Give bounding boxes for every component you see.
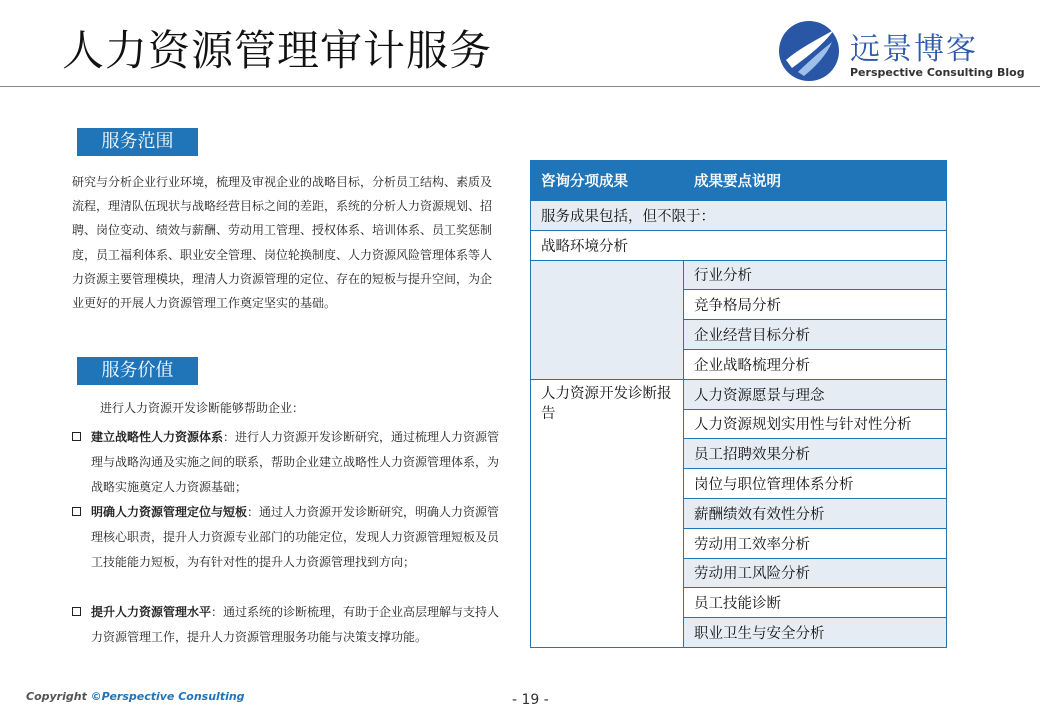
table-cell-item: 职业卫生与安全分析 xyxy=(684,618,947,648)
copyright-notice xyxy=(26,690,245,703)
checkbox-bullet-icon xyxy=(72,607,81,616)
logo-chinese-name: 远景博客 xyxy=(850,32,978,67)
table-cell-strategy: 战略环境分析 xyxy=(531,230,947,260)
value-bullet xyxy=(72,600,502,650)
table-cell-item: 劳动用工效率分析 xyxy=(684,528,947,558)
checkbox-bullet-icon xyxy=(72,432,81,441)
table-cell-hr-label: 人力资源开发诊断报告 xyxy=(531,379,684,647)
table-cell-item: 企业经营目标分析 xyxy=(684,320,947,350)
table-row xyxy=(531,379,947,409)
copyright-prefix: Copyright xyxy=(26,690,91,703)
table-header-col2: 成果要点说明 xyxy=(684,161,947,201)
bullet-body: ：进行人力资源开发诊断研究，通过梳理人力资源管理与战略沟通及实施之间的联系，帮助企业建立战略性人力资源管理体系，为战略实施奠定人力资源基础； xyxy=(91,430,500,494)
value-bullet xyxy=(72,500,502,575)
table-row xyxy=(531,201,947,231)
table-cell-item: 薪酬绩效有效性分析 xyxy=(684,498,947,528)
table-row xyxy=(531,260,947,290)
table-header-row xyxy=(531,161,947,201)
bullet-heading: 提升人力资源管理水平 xyxy=(91,605,212,619)
table-cell-item: 人力资源规划实用性与针对性分析 xyxy=(684,409,947,439)
table-cell-item: 岗位与职位管理体系分析 xyxy=(684,469,947,499)
table-cell-item: 竞争格局分析 xyxy=(684,290,947,320)
table-cell-item: 行业分析 xyxy=(684,260,947,290)
table-cell-item: 劳动用工风险分析 xyxy=(684,558,947,588)
table-cell-item: 员工技能诊断 xyxy=(684,588,947,618)
logo-english-name: Perspective Consulting Blog xyxy=(850,66,1025,79)
checkbox-bullet-icon xyxy=(72,507,81,516)
logo-emblem-icon xyxy=(778,20,840,82)
scope-paragraph: 研究与分析企业行业环境，梳理及审视企业的战略目标，分析员工结构、素质及流程，理清队伍现状与战略经营目标之间的差距，系统的分析人力资源规划、招聘、岗位变动、绩效与薪酬、劳动用工管理、授权体系、培训体系、员工奖惩制度，员工福利体系、职业安全管理、岗位轮换制度、人力资源风险管理体系等人力资源主要管理模块，理清人力资源管理的定位、存在的短板与提升空间，为企业更好的开展人力资源管理工作奠定坚实的基础。 xyxy=(72,175,493,311)
table-cell-intro: 服务成果包括，但不限于： xyxy=(531,201,947,231)
bullet-heading: 明确人力资源管理定位与短板 xyxy=(91,505,248,519)
table-header-col1: 咨询分项成果 xyxy=(531,161,684,201)
title-divider xyxy=(0,86,1040,87)
table-row xyxy=(531,230,947,260)
bullet-heading: 建立战略性人力资源体系 xyxy=(91,430,224,444)
table-cell-item: 人力资源愿景与理念 xyxy=(684,379,947,409)
value-intro: 进行人力资源开发诊断能够帮助企业： xyxy=(100,401,305,415)
bullet-body: ：通过系统的诊断梳理，有助于企业高层理解与支持人力资源管理工作，提升人力资源管理服务功能与决策支撑功能。 xyxy=(91,605,500,644)
table-cell-empty xyxy=(531,260,684,379)
brand-logo xyxy=(778,18,1040,84)
copyright-brand: ©Perspective Consulting xyxy=(90,690,245,703)
table-cell-item: 企业战略梳理分析 xyxy=(684,349,947,379)
page-title: 人力资源管理审计服务 xyxy=(62,26,493,75)
table-cell-item: 员工招聘效果分析 xyxy=(684,439,947,469)
value-bullet xyxy=(72,425,502,500)
section-tag-scope: 服务范围 xyxy=(77,128,198,156)
page-number: - 19 - xyxy=(512,692,549,708)
deliverables-table xyxy=(530,160,947,648)
bullet-body: ：通过人力资源开发诊断研究，明确人力资源管理核心职责，提升人力资源专业部门的功能定位，发现人力资源管理短板及员工技能能力短板，为有针对性的提升人力资源管理找到方向； xyxy=(91,505,500,569)
section-tag-value: 服务价值 xyxy=(77,357,198,385)
